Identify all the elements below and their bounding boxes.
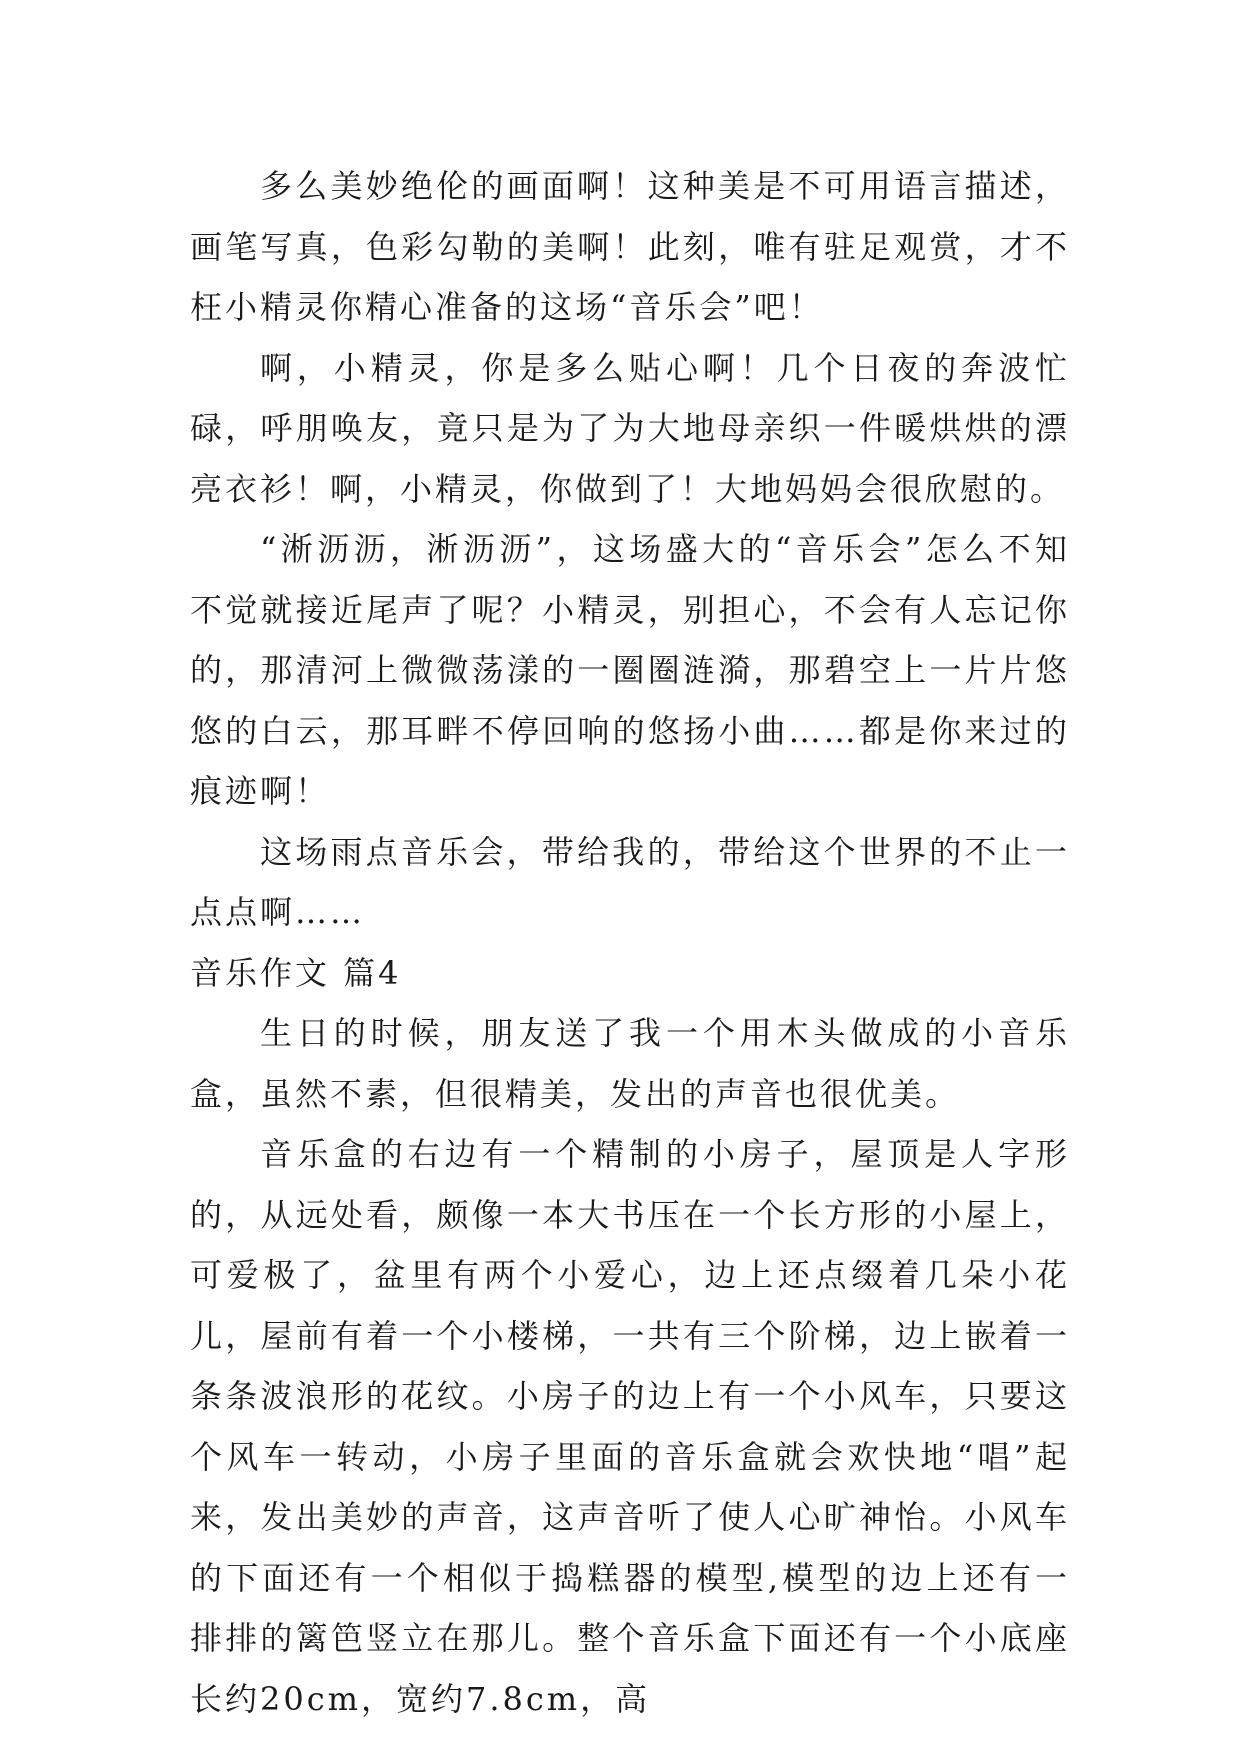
paragraph-birthday-gift: 生日的时候，朋友送了我一个用木头做成的小音乐盒，虽然不素，但很精美，发出的声音也很优美。 [190, 1014, 1070, 1113]
paragraph-music-box-description: 音乐盒的右边有一个精制的小房子，屋顶是人字形的，从远处看，颇像一本大书压在一个长方形的小屋上，可爱极了，盆里有两个小爱心，边上还点缀着几朵小花儿，屋前有着一个小楼梯，一共有三个阶梯，边上嵌着一条条波浪形的花纹。小房子的边上有一个小风车，只要这个风车一转动，小房子里面的音乐盒就会欢快地“唱”起来，发出美妙的声音，这声音听了使人心旷神怡。小风车的下面还有一个相似于捣糕器的模型,模型的边上还有一排排的篱笆竖立在那儿。整个音乐盒下面还有一个小底座长约20cm，宽约7.8cm，高 [190, 1135, 1070, 1718]
document-body [190, 156, 1070, 1729]
paragraph-scenery: 多么美妙绝伦的画面啊！这种美是不可用语言描述，画笔写真，色彩勾勒的美啊！此刻，唯有驻足观赏，才不枉小精灵你精心准备的这场“音乐会”吧！ [190, 167, 1070, 326]
paragraph-concert-ending: “淅沥沥，淅沥沥”，这场盛大的“音乐会”怎么不知不觉就接近尾声了呢？小精灵，别担心，不会有人忘记你的，那清河上微微荡漾的一圈圈涟漪，那碧空上一片片悠悠的白云，那耳畔不停回响的悠扬小曲……都是你来过的痕迹啊！ [190, 530, 1070, 810]
paragraph-rain-concert: 这场雨点音乐会，带给我的，带给这个世界的不止一点点啊…… [190, 832, 1070, 931]
section-heading: 音乐作文 篇4 [190, 953, 402, 992]
paragraph-little-spirit: 啊，小精灵，你是多么贴心啊！几个日夜的奔波忙碌，呼朋唤友，竟只是为了为大地母亲织一件暖烘烘的漂亮衣衫！啊，小精灵，你做到了！大地妈妈会很欣慰的。 [190, 348, 1070, 508]
